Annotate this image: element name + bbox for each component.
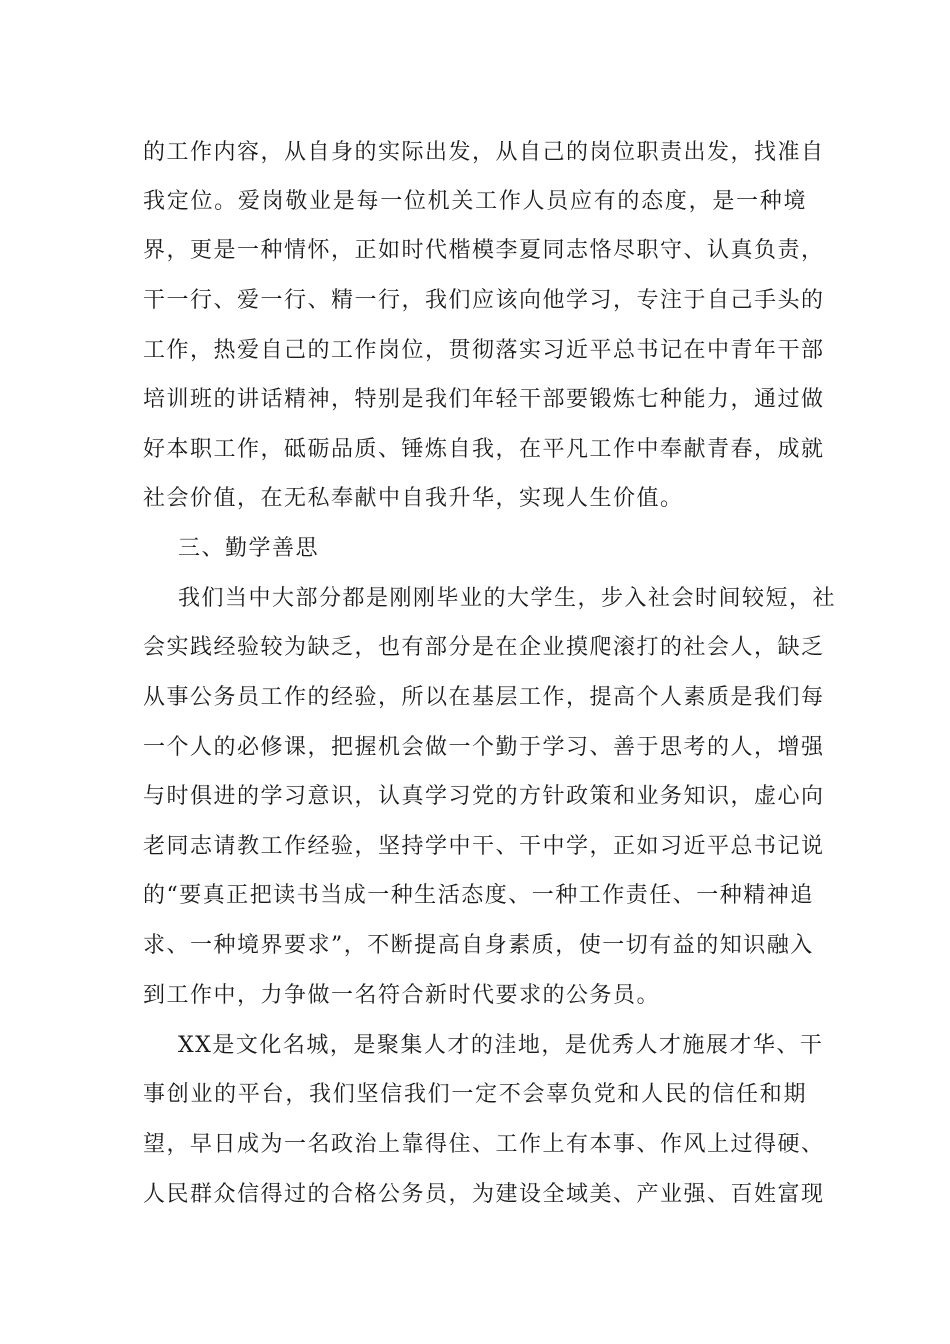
text-line: 从事公务员工作的经验，所以在基层工作，提高个人素质是我们每 — [143, 685, 825, 710]
text-line: 好本职工作，砥砺品质、锤炼自我，在平凡工作中奉献青春，成就 — [143, 437, 825, 462]
text-line: 的“要真正把读书当成一种生活态度、一种工作责任、一种精神追 — [143, 883, 814, 908]
text-line: 培训班的讲话精神，特别是我们年轻干部要锻炼七种能力，通过做 — [143, 387, 825, 412]
text-line: 望，早日成为一名政治上靠得住、工作上有本事、作风上过得硬、 — [143, 1132, 825, 1157]
text-line: 一个人的必修课，把握机会做一个勤于学习、善于思考的人，增强 — [143, 735, 825, 760]
text-line: 人民群众信得过的合格公务员，为建设全域美、产业强、百姓富现 — [143, 1182, 825, 1207]
text-line: 工作，热爱自己的工作岗位，贯彻落实习近平总书记在中青年干部 — [143, 338, 825, 363]
section-heading: 三、勤学善思 — [178, 536, 320, 561]
text-line: 到工作中，力争做一名符合新时代要求的公务员。 — [143, 983, 661, 1008]
text-line: 事创业的平台，我们坚信我们一定不会辜负党和人民的信任和期 — [143, 1082, 807, 1107]
text-line: 求、一种境界要求”，不断提高自身素质，使一切有益的知识融入 — [143, 933, 814, 958]
text-line: 我们当中大部分都是刚刚毕业的大学生，步入社会时间较短，社 — [178, 586, 837, 611]
text-line: 界，更是一种情怀，正如时代楷模李夏同志恪尽职守、认真负责， — [143, 238, 825, 263]
text-line: 老同志请教工作经验，坚持学中干、干中学，正如习近平总书记说 — [143, 834, 825, 859]
text-line: 会实践经验较为缺乏，也有部分是在企业摸爬滚打的社会人，缺乏 — [143, 635, 825, 660]
text-line: 的工作内容，从自身的实际出发，从自己的岗位职责出发，找准自 — [143, 140, 825, 165]
text-line: 我定位。爱岗敬业是每一位机关工作人员应有的态度，是一种境 — [143, 189, 807, 214]
text-line: XX是文化名城，是聚集人才的洼地，是优秀人才施展才华、干 — [178, 1033, 824, 1058]
text-line: 与时俱进的学习意识，认真学习党的方针政策和业务知识，虚心向 — [143, 784, 825, 809]
text-line: 干一行、爱一行、精一行，我们应该向他学习，专注于自己手头的 — [143, 288, 825, 313]
text-line: 社会价值，在无私奉献中自我升华，实现人生价值。 — [143, 486, 684, 511]
